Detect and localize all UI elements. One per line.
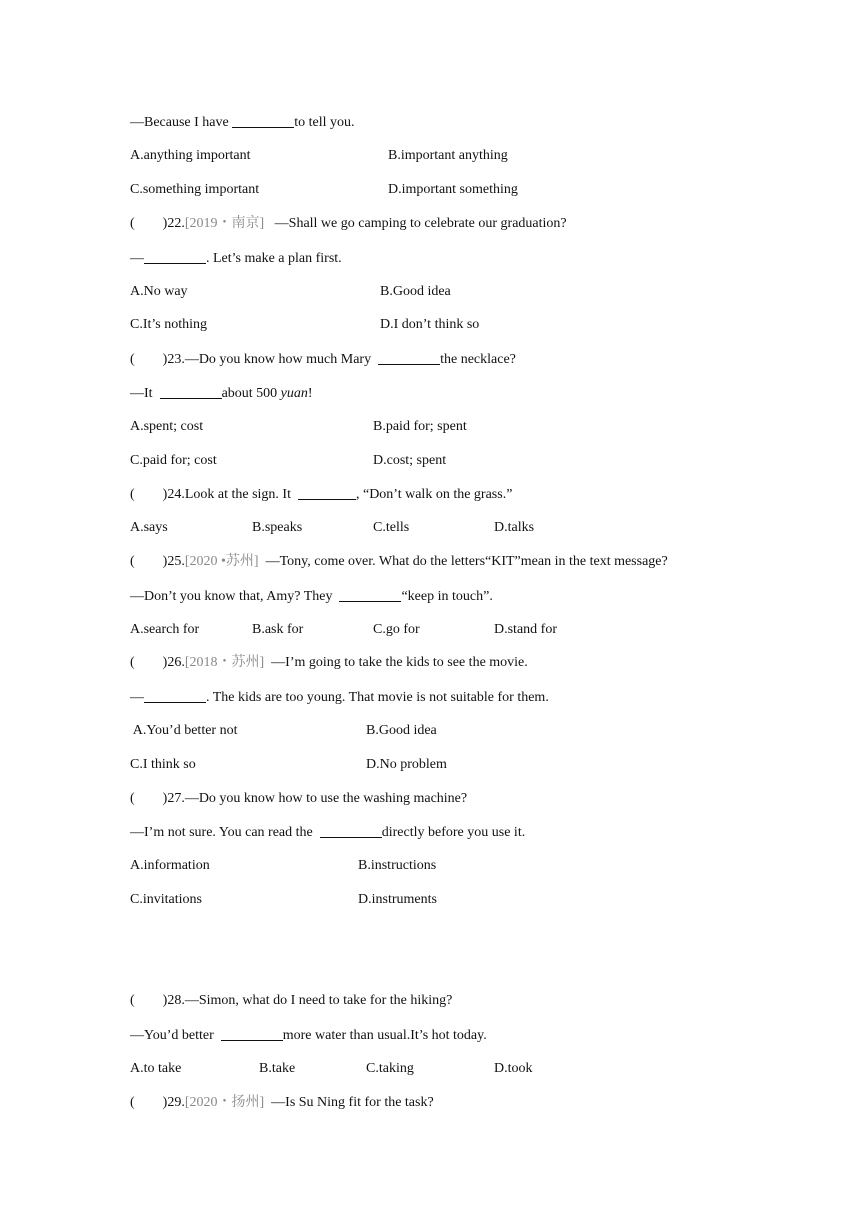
q26-source: [2018・苏州] — [184, 655, 265, 670]
q28-option-b: B.take — [259, 1061, 296, 1076]
answer-blank — [378, 350, 440, 365]
q23-question: ( )23.—Do you know how much Mary the necklace? — [130, 352, 516, 367]
q22-question: ( )22.[2019・南京] —Shall we go camping to celebrate our graduation? — [130, 216, 567, 231]
q27-option-b: B.instructions — [358, 858, 437, 873]
q25-answer-line: —Don’t you know that, Amy? They “keep in touch”. — [130, 589, 493, 604]
q22-option-d: D.I don’t think so — [380, 317, 480, 332]
q28-option-c: C.taking — [366, 1061, 414, 1076]
q26-option-c: C.I think so — [130, 757, 196, 772]
q23-option-d: D.cost; spent — [373, 453, 447, 468]
q25-option-d: D.stand for — [494, 622, 557, 637]
q25-option-a: A.search for — [130, 622, 200, 637]
answer-blank — [221, 1026, 283, 1041]
q24-option-a: A.says — [130, 520, 168, 535]
q29-question: ( )29.[2020・扬州] —Is Su Ning fit for the task? — [130, 1095, 434, 1110]
q21-option-b: B.important anything — [388, 148, 508, 163]
q26-option-a: A.You’d better not — [130, 723, 238, 738]
q21-option-d: D.important something — [388, 182, 518, 197]
answer-blank — [339, 587, 401, 602]
q27-answer-line: —I’m not sure. You can read the directly before you use it. — [130, 825, 526, 840]
q24-option-b: B.speaks — [252, 520, 303, 535]
q25-option-c: C.go for — [373, 622, 420, 637]
q21-option-c: C.something important — [130, 182, 260, 197]
q25-question: ( )25.[2020 •苏州] —Tony, come over. What do the letters“KIT”mean in the text message? — [130, 554, 668, 569]
q28-answer-line: —You’d better more water than usual.It’s hot today. — [130, 1028, 487, 1043]
q26-option-d: D.No problem — [366, 757, 447, 772]
q26-question: ( )26.[2018・苏州] —I’m going to take the kids to see the movie. — [130, 655, 528, 670]
q24-option-c: C.tells — [373, 520, 410, 535]
q27-option-c: C.invitations — [130, 892, 202, 907]
q23-option-c: C.paid for; cost — [130, 453, 217, 468]
answer-blank — [144, 688, 206, 703]
q22-option-b: B.Good idea — [380, 284, 451, 299]
q22-option-a: A.No way — [130, 284, 188, 299]
q22-answer-line: — . Let’s make a plan first. — [130, 251, 342, 266]
q24-question: ( )24.Look at the sign. It , “Don’t walk on the grass.” — [130, 487, 513, 502]
q27-question: ( )27.—Do you know how to use the washing machine? — [130, 791, 468, 806]
q27-option-d: D.instruments — [358, 892, 437, 907]
q23-option-b: B.paid for; spent — [373, 419, 467, 434]
answer-blank — [144, 249, 206, 264]
q26-option-b: B.Good idea — [366, 723, 437, 738]
q28-option-d: D.took — [494, 1061, 533, 1076]
q25-option-b: B.ask for — [252, 622, 304, 637]
q21-answer-line: —Because I have to tell you. — [130, 115, 355, 130]
answer-blank — [232, 113, 294, 128]
q23-option-a: A.spent; cost — [130, 419, 204, 434]
q28-option-a: A.to take — [130, 1061, 182, 1076]
answer-blank — [298, 485, 356, 500]
q26-answer-line: — . The kids are too young. That movie is not suitable for them. — [130, 690, 549, 705]
answer-blank — [320, 823, 382, 838]
q25-source: [2020 •苏州] — [184, 554, 259, 569]
q29-source: [2020・扬州] — [184, 1095, 265, 1110]
q23-answer-line: —It about 500 yuan! — [130, 386, 313, 401]
q22-source: [2019・南京] — [184, 216, 265, 231]
q28-question: ( )28.—Simon, what do I need to take for the hiking? — [130, 993, 453, 1008]
q22-option-c: C.It’s nothing — [130, 317, 208, 332]
q21-option-a: A.anything important — [130, 148, 251, 163]
q27-option-a: A.information — [130, 858, 210, 873]
answer-blank — [160, 384, 222, 399]
q24-option-d: D.talks — [494, 520, 535, 535]
